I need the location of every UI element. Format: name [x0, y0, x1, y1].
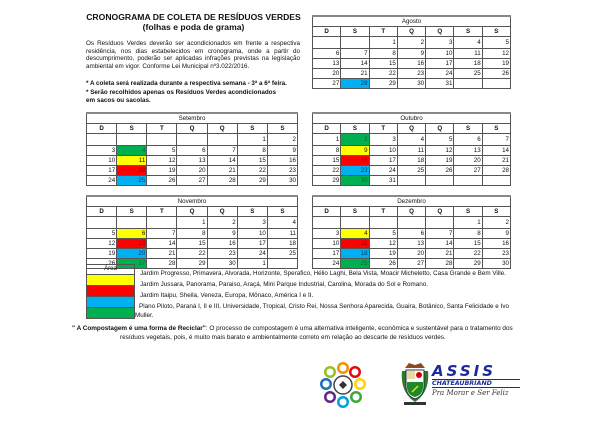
day-cell: 7 — [426, 229, 454, 239]
day-cell — [147, 134, 177, 146]
day-cell: 21 — [207, 166, 237, 176]
day-cell — [397, 217, 425, 229]
month-name: Setembro — [87, 113, 298, 124]
day-cell: 15 — [369, 59, 397, 69]
week-row — [313, 249, 511, 259]
title-line-1: CRONOGRAMA DE COLETA DE RESÍDUOS VERDES — [86, 12, 301, 22]
city-name-2: CHATEAUBRIAND — [432, 379, 520, 388]
week-row — [313, 69, 511, 79]
month-title-row — [313, 113, 511, 124]
week-row — [87, 249, 298, 259]
weekday-header: S — [341, 124, 369, 134]
day-cell-green: 2 — [341, 134, 369, 146]
day-cell — [207, 134, 237, 146]
day-cell: 28 — [207, 176, 237, 186]
day-cell: 6 — [177, 146, 207, 156]
day-cell: 16 — [482, 239, 510, 249]
week-row — [87, 146, 298, 156]
day-cell: 9 — [207, 229, 237, 239]
day-cell: 9 — [397, 49, 425, 59]
day-cell: 5 — [369, 229, 397, 239]
day-cell: 23 — [397, 69, 425, 79]
weekday-header: S — [482, 207, 510, 217]
recycling-program-logo — [318, 360, 368, 410]
day-cell: 19 — [369, 249, 397, 259]
month-title-row — [313, 196, 511, 207]
day-cell — [267, 259, 297, 269]
day-cell: 24 — [369, 166, 397, 176]
day-cell — [147, 217, 177, 229]
day-cell: 26 — [426, 166, 454, 176]
month-name: Agosto — [313, 16, 511, 27]
day-cell — [426, 217, 454, 229]
day-cell: 1 — [237, 259, 267, 269]
week-row — [313, 156, 511, 166]
day-cell: 8 — [313, 146, 341, 156]
day-cell: 29 — [369, 79, 397, 89]
day-cell: 28 — [147, 259, 177, 269]
day-cell: 30 — [267, 176, 297, 186]
day-cell: 15 — [237, 156, 267, 166]
week-row — [313, 37, 511, 49]
day-cell: 24 — [313, 259, 341, 269]
day-cell: 31 — [426, 79, 454, 89]
day-cell: 24 — [87, 176, 117, 186]
day-cell: 19 — [147, 166, 177, 176]
note-bags-cont: em sacos ou sacolas. — [86, 97, 151, 104]
day-cell: 7 — [482, 134, 510, 146]
day-cell: 3 — [237, 217, 267, 229]
page-title — [86, 12, 301, 32]
day-cell: 3 — [426, 37, 454, 49]
weekday-header: D — [313, 27, 341, 37]
day-cell: 14 — [341, 59, 369, 69]
day-cell — [313, 217, 341, 229]
day-cell: 8 — [369, 49, 397, 59]
day-cell: 5 — [87, 229, 117, 239]
weekday-header: S — [454, 27, 482, 37]
day-cell: 16 — [267, 156, 297, 166]
day-cell: 12 — [369, 239, 397, 249]
day-cell: 17 — [426, 59, 454, 69]
day-cell: 12 — [87, 239, 117, 249]
weekday-header: S — [117, 124, 147, 134]
day-cell: 15 — [313, 156, 341, 166]
area-legend — [86, 264, 135, 319]
weekday-header: S — [237, 124, 267, 134]
day-cell: 22 — [313, 166, 341, 176]
day-cell: 27 — [313, 79, 341, 89]
week-row — [313, 176, 511, 186]
day-cell: 8 — [177, 229, 207, 239]
day-cell: 9 — [267, 146, 297, 156]
day-cell: 29 — [454, 259, 482, 269]
week-row — [87, 217, 298, 229]
day-cell: 26 — [482, 69, 510, 79]
city-slogan: Pra Morar e Ser Feliz — [432, 389, 509, 397]
day-cell: 27 — [454, 166, 482, 176]
legend-swatch-yellow — [87, 274, 134, 285]
calendar-novembro — [86, 195, 298, 269]
day-cell: 1 — [454, 217, 482, 229]
legend-text-green: Plano Piloto, Paraná I, II e III, Universidade, Tropical, Cristo Rei, Nossa Senhora Aparecida, Guaira, Botânico, Santa Felicidade e Ivo — [139, 303, 509, 310]
day-cell — [177, 134, 207, 146]
day-cell — [87, 134, 117, 146]
day-cell: 18 — [267, 239, 297, 249]
day-cell: 16 — [397, 59, 425, 69]
week-row — [313, 217, 511, 229]
day-cell: 2 — [482, 217, 510, 229]
day-cell — [341, 217, 369, 229]
day-cell: 10 — [369, 146, 397, 156]
weekday-header: Q — [397, 124, 425, 134]
day-cell-blue: 28 — [341, 79, 369, 89]
weekday-header: S — [482, 124, 510, 134]
calendar-dezembro — [312, 195, 511, 269]
day-cell — [87, 217, 117, 229]
day-cell: 7 — [341, 49, 369, 59]
day-cell: 20 — [313, 69, 341, 79]
day-cell: 12 — [147, 156, 177, 166]
month-title-row — [313, 16, 511, 27]
day-cell: 20 — [454, 156, 482, 166]
day-cell: 17 — [237, 239, 267, 249]
week-row — [313, 59, 511, 69]
day-cell: 28 — [482, 166, 510, 176]
legend-header: Área — [104, 266, 117, 272]
weekday-header: Q — [207, 124, 237, 134]
week-row — [87, 134, 298, 146]
day-cell: 24 — [426, 69, 454, 79]
day-cell: 5 — [482, 37, 510, 49]
day-cell — [397, 176, 425, 186]
day-cell-green: 4 — [117, 146, 147, 156]
month-name: Outubro — [313, 113, 511, 124]
day-cell: 1 — [313, 134, 341, 146]
weekday-header: S — [341, 207, 369, 217]
day-cell: 11 — [397, 146, 425, 156]
day-cell: 14 — [482, 146, 510, 156]
compost-text-2: resíduos vegetais, pois, é muito mais barato e ambientalmente correto em relação ao descarte de resíduos verdes. — [120, 333, 446, 341]
day-cell: 5 — [147, 146, 177, 156]
day-cell: 29 — [177, 259, 207, 269]
day-cell-yellow: 9 — [341, 146, 369, 156]
day-cell-green: 25 — [341, 259, 369, 269]
weekday-header-row — [87, 124, 298, 134]
legend-swatch-red — [87, 285, 134, 296]
day-cell: 4 — [267, 217, 297, 229]
week-row — [313, 229, 511, 239]
day-cell: 13 — [313, 59, 341, 69]
day-cell: 8 — [237, 146, 267, 156]
week-row — [313, 166, 511, 176]
day-cell-green: 27 — [117, 259, 147, 269]
city-logo-text — [432, 364, 532, 399]
day-cell: 13 — [454, 146, 482, 156]
day-cell: 6 — [454, 134, 482, 146]
day-cell-blue: 18 — [341, 249, 369, 259]
weekday-header-row — [87, 207, 298, 217]
weekday-header: T — [369, 207, 397, 217]
day-cell: 20 — [397, 249, 425, 259]
weekday-header-row — [313, 124, 511, 134]
weekday-header: Q — [397, 207, 425, 217]
day-cell: 8 — [454, 229, 482, 239]
day-cell: 1 — [369, 37, 397, 49]
day-cell: 7 — [147, 229, 177, 239]
day-cell: 29 — [313, 176, 341, 186]
note-collection-week: * A coleta será realizada durante a respectiva semana - 3ª a 6ª feira. — [86, 80, 287, 87]
day-cell: 24 — [237, 249, 267, 259]
weekday-header: Q — [207, 207, 237, 217]
day-cell — [454, 176, 482, 186]
day-cell: 7 — [207, 146, 237, 156]
compost-heading: " A Compostagem é uma forma de Reciclar" — [72, 325, 206, 332]
day-cell: 22 — [237, 166, 267, 176]
weekday-header-row — [313, 27, 511, 37]
day-cell: 29 — [237, 176, 267, 186]
weekday-header: Q — [426, 27, 454, 37]
day-cell: 17 — [87, 166, 117, 176]
day-cell-red: 16 — [341, 156, 369, 166]
day-cell: 25 — [397, 166, 425, 176]
day-cell: 3 — [369, 134, 397, 146]
weekday-header: Q — [397, 27, 425, 37]
day-cell: 3 — [313, 229, 341, 239]
day-cell: 25 — [454, 69, 482, 79]
day-cell: 22 — [454, 249, 482, 259]
legend-text-red: Jardim Jussara, Panorama, Paraiso, Araçá, Mini Parque Industrial, Carolina, Morada do Sol e Romano. — [140, 281, 429, 288]
day-cell: 2 — [397, 37, 425, 49]
day-cell: 25 — [267, 249, 297, 259]
day-cell: 19 — [87, 249, 117, 259]
day-cell-blue: 20 — [117, 249, 147, 259]
intro-paragraph: Os Resíduos Verdes deverão ser acondicionados em frente a respectiva residência, nos dias estabelecidos em cronograma, onde a partir do descumprimento, poderão ser aplicadas infrações previstas na legislação ambiental em vigor. Conforme Lei Municipal nº3.022/2016. — [86, 40, 300, 70]
day-cell: 2 — [267, 134, 297, 146]
day-cell — [341, 37, 369, 49]
day-cell — [426, 176, 454, 186]
day-cell: 17 — [369, 156, 397, 166]
month-name: Dezembro — [313, 196, 511, 207]
crown-icon — [405, 363, 425, 368]
day-cell-yellow: 6 — [117, 229, 147, 239]
day-cell: 30 — [397, 79, 425, 89]
week-row — [313, 259, 511, 269]
day-cell: 15 — [454, 239, 482, 249]
day-cell: 2 — [207, 217, 237, 229]
day-cell: 27 — [397, 259, 425, 269]
day-cell: 17 — [313, 249, 341, 259]
week-row — [87, 176, 298, 186]
day-cell: 15 — [177, 239, 207, 249]
day-cell — [454, 79, 482, 89]
weekday-header: S — [267, 207, 297, 217]
month-name: Novembro — [87, 196, 298, 207]
calendar-outubro — [312, 112, 511, 186]
week-row — [87, 156, 298, 166]
day-cell: 4 — [454, 37, 482, 49]
day-cell: 26 — [369, 259, 397, 269]
day-cell: 31 — [369, 176, 397, 186]
city-name: ASSIS — [432, 362, 497, 380]
day-cell: 23 — [207, 249, 237, 259]
day-cell: 9 — [482, 229, 510, 239]
day-cell: 26 — [87, 259, 117, 269]
legend-text-blue: Jardim Itaipu, Sheila, Veneza, Europa, Mônaco, América I e II. — [140, 292, 314, 299]
day-cell: 18 — [397, 156, 425, 166]
day-cell — [117, 134, 147, 146]
day-cell: 16 — [207, 239, 237, 249]
day-cell: 22 — [369, 69, 397, 79]
day-cell: 1 — [177, 217, 207, 229]
day-cell: 21 — [147, 249, 177, 259]
weekday-header: S — [267, 124, 297, 134]
day-cell: 11 — [454, 49, 482, 59]
day-cell: 18 — [454, 59, 482, 69]
weekday-header: T — [147, 124, 177, 134]
day-cell-blue: 25 — [117, 176, 147, 186]
day-cell: 4 — [397, 134, 425, 146]
day-cell: 10 — [237, 229, 267, 239]
legend-text-green-cont: Muller. — [135, 312, 154, 319]
legend-swatch-blue — [87, 296, 134, 307]
month-title-row — [87, 196, 298, 207]
legend-text-yellow: Jardim Progresso, Primavera, Alvorada, Horizonte, Sperafico, Hélio Laghi, Bela Vista, Moacir Micheletto, Casa Grande e Bem Ville. — [140, 270, 506, 277]
day-cell: 30 — [482, 259, 510, 269]
day-cell: 1 — [237, 134, 267, 146]
day-cell-red: 13 — [117, 239, 147, 249]
day-cell: 28 — [426, 259, 454, 269]
day-cell: 3 — [87, 146, 117, 156]
day-cell — [482, 176, 510, 186]
day-cell-red: 18 — [117, 166, 147, 176]
week-row — [313, 239, 511, 249]
day-cell-green: 30 — [341, 176, 369, 186]
month-title-row — [87, 113, 298, 124]
weekday-header: T — [369, 27, 397, 37]
day-cell: 10 — [313, 239, 341, 249]
day-cell: 14 — [147, 239, 177, 249]
weekday-header-row — [313, 207, 511, 217]
day-cell: 19 — [426, 156, 454, 166]
day-cell: 22 — [177, 249, 207, 259]
day-cell — [369, 217, 397, 229]
day-cell: 26 — [147, 176, 177, 186]
weekday-header: T — [147, 207, 177, 217]
weekday-header: T — [369, 124, 397, 134]
day-cell: 10 — [426, 49, 454, 59]
weekday-header: S — [454, 207, 482, 217]
weekday-header: S — [454, 124, 482, 134]
day-cell: 13 — [397, 239, 425, 249]
week-row — [313, 49, 511, 59]
day-cell — [313, 37, 341, 49]
weekday-header: D — [313, 207, 341, 217]
weekday-header: S — [117, 207, 147, 217]
weekday-header: Q — [177, 207, 207, 217]
compost-text-1: : O processo de compostagem é uma alternativa inteligente, econômica e sustentável para o tratamento dos — [205, 325, 513, 332]
day-cell: 11 — [267, 229, 297, 239]
weekday-header: S — [341, 27, 369, 37]
weekday-header: Q — [177, 124, 207, 134]
week-row — [313, 134, 511, 146]
weekday-header: D — [313, 124, 341, 134]
week-row — [313, 79, 511, 89]
note-bags: * Serão recolhidos apenas os Resíduos Verdes acondicionados — [86, 89, 277, 96]
day-cell-blue: 23 — [341, 166, 369, 176]
day-cell: 21 — [341, 69, 369, 79]
day-cell: 14 — [207, 156, 237, 166]
weekday-header: Q — [426, 124, 454, 134]
day-cell: 19 — [482, 59, 510, 69]
day-cell: 13 — [177, 156, 207, 166]
day-cell: 5 — [426, 134, 454, 146]
weekday-header: D — [87, 207, 117, 217]
day-cell: 30 — [207, 259, 237, 269]
day-cell: 23 — [267, 166, 297, 176]
day-cell: 12 — [482, 49, 510, 59]
weekday-header: Q — [426, 207, 454, 217]
day-cell: 14 — [426, 239, 454, 249]
weekday-header: S — [237, 207, 267, 217]
city-coat-of-arms — [398, 362, 432, 408]
week-row — [313, 146, 511, 156]
week-row — [87, 229, 298, 239]
day-cell: 12 — [426, 146, 454, 156]
day-cell-yellow: 4 — [341, 229, 369, 239]
calendar-setembro — [86, 112, 298, 186]
weekday-header: D — [87, 124, 117, 134]
week-row — [87, 166, 298, 176]
day-cell: 27 — [177, 176, 207, 186]
day-cell — [117, 217, 147, 229]
legend-swatch-green — [87, 307, 134, 318]
day-cell-yellow: 11 — [117, 156, 147, 166]
weekday-header: S — [482, 27, 510, 37]
day-cell: 10 — [87, 156, 117, 166]
day-cell: 23 — [482, 249, 510, 259]
week-row — [87, 239, 298, 249]
day-cell: 20 — [177, 166, 207, 176]
day-cell-red: 11 — [341, 239, 369, 249]
day-cell — [482, 79, 510, 89]
day-cell: 21 — [426, 249, 454, 259]
day-cell: 6 — [313, 49, 341, 59]
calendar-agosto — [312, 15, 511, 89]
compost-paragraph — [72, 325, 572, 342]
day-cell: 21 — [482, 156, 510, 166]
day-cell: 6 — [397, 229, 425, 239]
title-line-2: (folhas e poda de grama) — [142, 22, 245, 32]
